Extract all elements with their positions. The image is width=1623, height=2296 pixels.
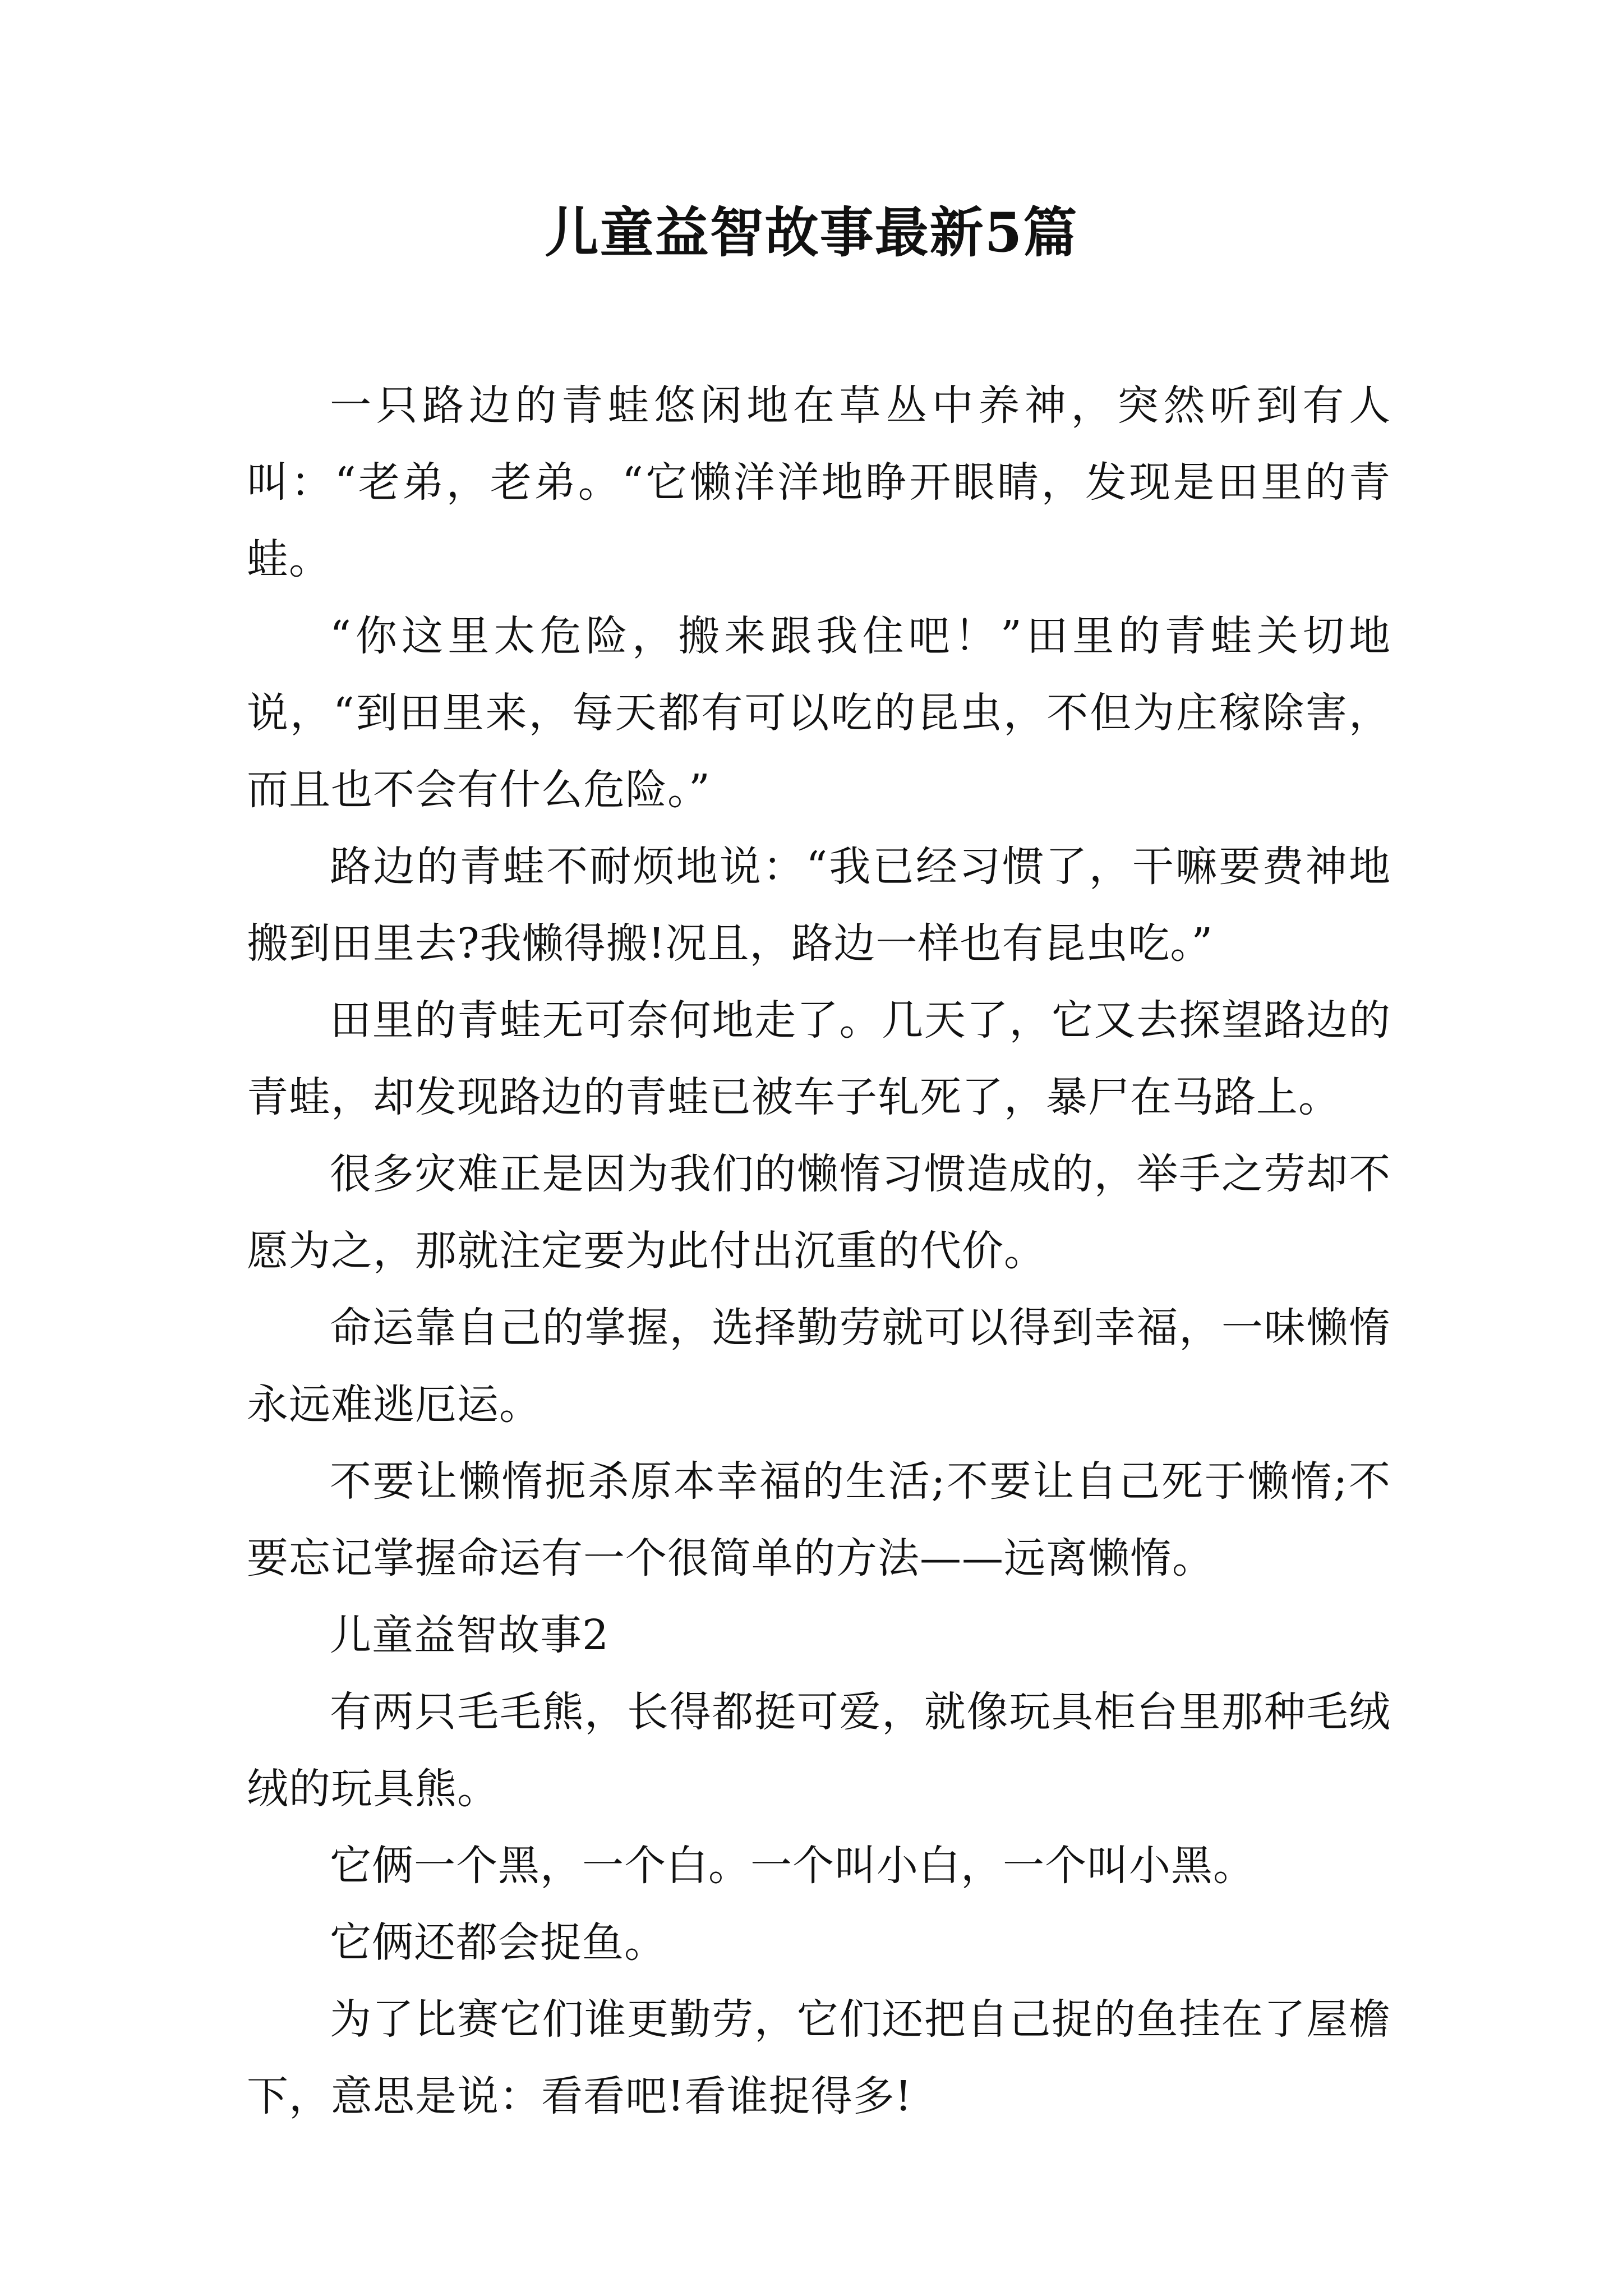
paragraph: 田里的青蛙无可奈何地走了。几天了，它又去探望路边的青蛙，却发现路边的青蛙已被车子轧死了，暴尸在马路上。 [247,996,1391,1121]
paragraph: 一只路边的青蛙悠闲地在草丛中养神，突然听到有人叫：“老弟，老弟。“它懒洋洋地睁开眼睛，发现是田里的青蛙。 [247,381,1391,583]
paragraph: 它俩还都会捉鱼。 [330,1918,666,1967]
document-title: 儿童益智故事最新5篇 [545,201,1078,264]
document-body [247,367,1391,2135]
paragraph: 很多灾难正是因为我们的懒惰习惯造成的，举手之劳却不愿为之，那就注定要为此付出沉重的代价。 [247,1150,1391,1275]
paragraph: 有两只毛毛熊，长得都挺可爱，就像玩具柜台里那种毛绒绒的玩具熊。 [247,1688,1391,1813]
paragraph: 不要让懒惰扼杀原本幸福的生活;不要让自己死于懒惰;不要忘记掌握命运有一个很简单的方法——远离懒惰。 [247,1457,1391,1582]
paragraph: 它俩一个黑，一个白。一个叫小白，一个叫小黑。 [330,1842,1255,1890]
paragraph: 为了比赛它们谁更勤劳，它们还把自己捉的鱼挂在了屋檐下，意思是说：看看吧!看谁捉得多! [247,1995,1391,2120]
section-heading: 儿童益智故事2 [330,1611,610,1659]
paragraph: “你这里太危险，搬来跟我住吧！”田里的青蛙关切地说，“到田里来，每天都有可以吃的昆虫，不但为庄稼除害，而且也不会有什么危险。” [247,612,1391,814]
paragraph: 命运靠自己的掌握，选择勤劳就可以得到幸福，一味懒惰永远难逃厄运。 [247,1304,1391,1429]
paragraph: 路边的青蛙不耐烦地说：“我已经习惯了，干嘛要费神地搬到田里去?我懒得搬!况且，路边一样也有昆虫吃。” [247,843,1391,968]
